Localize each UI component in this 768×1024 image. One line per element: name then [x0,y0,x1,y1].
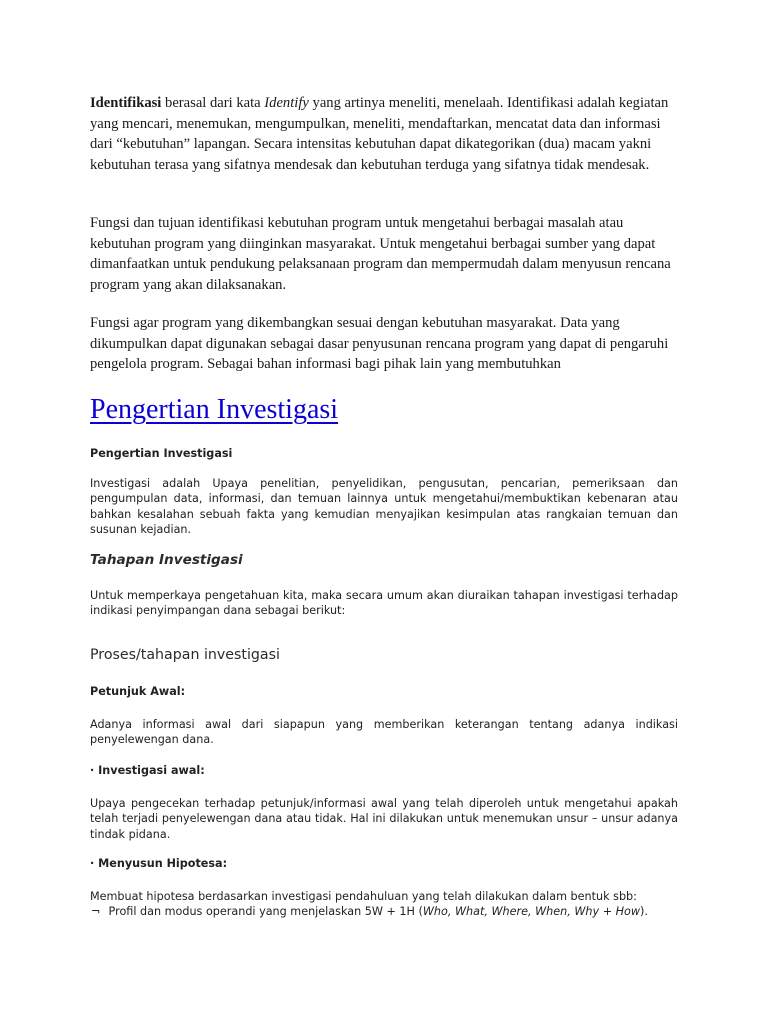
term-identifikasi: Identifikasi [90,95,162,111]
text-run: berasal dari kata [161,95,265,111]
intro-paragraph-fungsi-tujuan: Fungsi dan tujuan identifikasi kebutuhan program untuk mengetahui berbagai masalah atau kebutuhan program yang diinginkan masyarakat. Untuk mengetahui berbagai sumber yang dapat dimanfaatkan untuk pendukung pelaksanaan program dan mempermudah dalam menyusun rencana program yang akan dilaksanakan. [90,215,671,293]
term-identify: Identify [264,95,309,111]
hipotesa-bullet-item [90,904,648,919]
text-run: ). [640,905,648,918]
intro-paragraph-identifikasi [90,93,678,175]
investigasi-awal-paragraph: Upaya pengecekan terhadap petunjuk/informasi awal yang telah diperoleh untuk mengetahui apakah telah terjadi penyelewengan dana atau tidak. Hal ini dilakukan untuk menemukan unsur – unsur adanya tindak pidana. [90,797,678,841]
petunjuk-paragraph: Adanya informasi awal dari siapapun yang memberikan keterangan tentang adanya indikasi penyelewengan dana. [90,718,678,747]
definition-paragraph: Investigasi adalah Upaya penelitian, penyelidikan, pengusutan, pencarian, pemeriksaan dan pengumpulan data, informasi, dan temuan lainnya untuk mengetahui/membuktikan kebenaran atau bahkan kesalahan sebuah fakta yang kemudian menyajikan kesimpulan atas rangkaian temuan dan susunan kejadian. [90,477,678,536]
tahapan-paragraph: Untuk memperkaya pengetahuan kita, maka secara umum akan diuraikan tahapan investigasi terhadap indikasi penyimpangan dana sebagai berikut: [90,589,678,618]
text-run-italic: Who, What, Where, When, Why + How [422,905,641,918]
label-investigasi-awal: · Investigasi awal: [90,764,205,777]
hipotesa-paragraph: Membuat hipotesa berdasarkan investigasi pendahuluan yang telah dilakukan dalam bentuk sbb: [90,890,637,903]
text-run: Profil dan modus operandi yang menjelaskan 5W + 1H ( [105,905,423,918]
section-title-proses: Proses/tahapan investigasi [90,647,280,663]
intro-paragraph-fungsi-program: Fungsi agar program yang dikembangkan sesuai dengan kebutuhan masyarakat. Data yang dikumpulkan dapat digunakan sebagai dasar penyusunan rencana program yang dapat di pengaruhi pengelola program. Sebagai bahan informasi bagi pihak lain yang membutuhkan [90,315,669,373]
text-run: yang artinya meneliti, menelaah. Identifikasi adalah kegiatan yang mencari, menemukan, mengumpulkan, meneliti, mendaftarkan, mencatat data dan informasi dari “kebutuhan” lapangan. Secara intensitas kebutuhan dapat dikategorikan (dua) macam yakni kebutuhan terasa yang sifatnya mendesak dan kebutuhan terduga yang sifatnya tidak mendesak. [90,95,669,173]
label-menyusun-hipotesa: · Menyusun Hipotesa: [90,857,228,870]
section-title-tahapan: Tahapan Investigasi [90,552,243,568]
label-petunjuk-awal: Petunjuk Awal: [90,685,186,698]
not-sign-bullet-icon: ¬ [91,905,101,918]
subheading-pengertian-investigasi: Pengertian Investigasi [90,447,233,460]
heading-link-pengertian-investigasi[interactable]: Pengertian Investigasi [90,394,339,425]
